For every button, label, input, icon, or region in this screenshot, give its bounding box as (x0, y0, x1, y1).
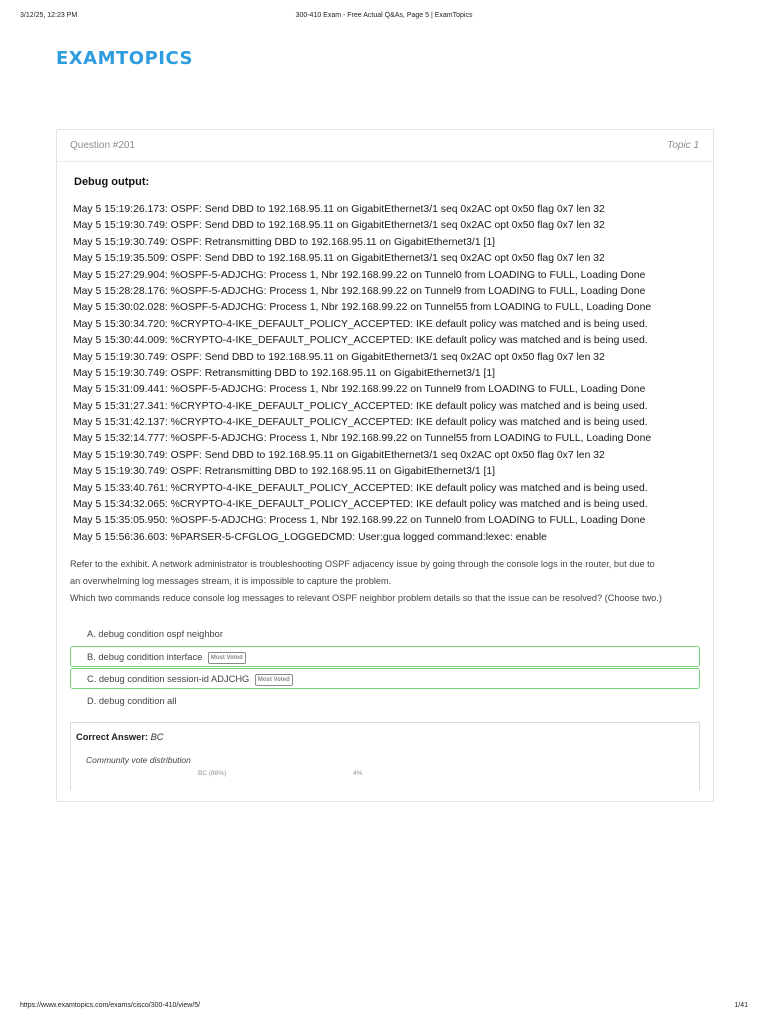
exhibit (73, 176, 673, 546)
print-datetime: 3/12/25, 12:23 PM (20, 12, 78, 19)
log-line: May 5 15:30:44.009: %CRYPTO-4-IKE_DEFAULT_POLICY_ACCEPTED: IKE default policy was matched and is being used. (73, 335, 648, 347)
choice-b[interactable] (70, 646, 700, 667)
choice-label: D. debug condition all (87, 696, 177, 706)
log-line: May 5 15:35:05.950: %OSPF-5-ADJCHG: Process 1, Nbr 192.168.99.22 on Tunnel0 from LOADING to FULL, Loading Done (73, 515, 646, 527)
choice-label: B. debug condition interface (87, 652, 203, 662)
log-line: May 5 15:19:26.173: OSPF: Send DBD to 192.168.95.11 on GigabitEthernet3/1 seq 0x2AC opt 0x50 flag 0x7 len 32 (73, 204, 605, 215)
log-line: May 5 15:32:14.777: %OSPF-5-ADJCHG: Process 1, Nbr 192.168.99.22 on Tunnel55 from LOADING to FULL, Loading Done (73, 433, 652, 445)
examtopics-logo[interactable] (56, 46, 193, 70)
log-line: May 5 15:19:35.509: OSPF: Send DBD to 192.168.95.11 on GigabitEthernet3/1 seq 0x2AC opt 0x50 flag 0x7 len 32 (73, 253, 605, 265)
log-line: May 5 15:34:32.065: %CRYPTO-4-IKE_DEFAULT_POLICY_ACCEPTED: IKE default policy was matched and is being used. (73, 499, 648, 511)
question-line: an overwhelming log messages stream, it is impossible to capture the problem. (70, 576, 392, 586)
exhibit-title: Debug output: (74, 176, 150, 188)
log-line: May 5 15:30:34.720: %CRYPTO-4-IKE_DEFAULT_POLICY_ACCEPTED: IKE default policy was matched and is being used. (73, 318, 648, 330)
question-line: Which two commands reduce console log messages to relevant OSPF neighbor problem details so that the issue can be resolved? (Choose two.) (70, 593, 662, 603)
log-line: May 5 15:31:27.341: %CRYPTO-4-IKE_DEFAULT_POLICY_ACCEPTED: IKE default policy was matched and is being used. (73, 400, 648, 412)
question-line: Refer to the exhibit. A network administrator is troubleshooting OSPF adjacency issue by going through the console logs in the router, but due to (70, 559, 655, 569)
choice-label: C. debug condition session-id ADJCHG (87, 674, 250, 684)
vote-distribution-label: Community vote distribution (86, 755, 191, 765)
question-text (70, 556, 706, 607)
vote-distribution-bc: BC (88%) (198, 770, 227, 777)
log-line: May 5 15:19:30.749: OSPF: Send DBD to 192.168.95.11 on GigabitEthernet3/1 seq 0x2AC opt 0x50 flag 0x7 len 32 (73, 449, 605, 461)
log-line: May 5 15:27:29.904: %OSPF-5-ADJCHG: Process 1, Nbr 192.168.99.22 on Tunnel0 from LOADING to FULL, Loading Done (73, 269, 646, 281)
choice-label: A. debug condition ospf neighbor (87, 629, 223, 639)
log-line: May 5 15:19:30.749: OSPF: Retransmitting DBD to 192.168.95.11 on GigabitEthernet3/1 [1] (73, 236, 496, 248)
correct-answer (76, 732, 164, 742)
log-line: May 5 15:19:30.749: OSPF: Retransmitting DBD to 192.168.95.11 on GigabitEthernet3/1 [1] (73, 466, 496, 478)
log-line: May 5 15:19:30.749: OSPF: Send DBD to 192.168.95.11 on GigabitEthernet3/1 seq 0x2AC opt 0x50 flag 0x7 len 32 (73, 220, 605, 232)
log-line: May 5 15:30:02.028: %OSPF-5-ADJCHG: Process 1, Nbr 192.168.99.22 on Tunnel55 from LOADING to FULL, Loading Done (73, 302, 652, 314)
print-url: https://www.examtopics.com/exams/cisco/300-410/view/5/ (20, 1002, 201, 1009)
print-page-number: 1/41 (734, 1002, 748, 1009)
correct-answer-label: Correct Answer: (76, 732, 148, 742)
log-lines (73, 202, 673, 546)
choice-d[interactable] (70, 690, 700, 711)
choice-c[interactable] (70, 668, 700, 689)
answer-box (70, 722, 700, 790)
question-topic: Topic 1 (667, 140, 699, 151)
most-voted-badge: Most Voted (208, 652, 246, 664)
vote-distribution-other: 4% (353, 770, 363, 777)
log-line: May 5 15:28:28.176: %OSPF-5-ADJCHG: Process 1, Nbr 192.168.99.22 on Tunnel9 from LOADING to FULL, Loading Done (73, 285, 646, 297)
question-number: Question #201 (70, 140, 136, 151)
correct-answer-value: BC (150, 732, 164, 742)
log-line: May 5 15:19:30.749: OSPF: Send DBD to 192.168.95.11 on GigabitEthernet3/1 seq 0x2AC opt 0x50 flag 0x7 len 32 (73, 351, 605, 363)
print-page-title: 300-410 Exam - Free Actual Q&As, Page 5 | ExamTopics (295, 12, 473, 19)
log-line: May 5 15:31:42.137: %CRYPTO-4-IKE_DEFAULT_POLICY_ACCEPTED: IKE default policy was matched and is being used. (73, 417, 648, 429)
choice-a[interactable] (70, 623, 700, 644)
log-line: May 5 15:33:40.761: %CRYPTO-4-IKE_DEFAULT_POLICY_ACCEPTED: IKE default policy was matched and is being used. (73, 482, 648, 494)
question-card (56, 129, 714, 802)
logo-text: EXAMTOPICS (56, 47, 193, 69)
log-line: May 5 15:19:30.749: OSPF: Retransmitting DBD to 192.168.95.11 on GigabitEthernet3/1 [1] (73, 367, 496, 379)
question-card-header (57, 130, 713, 162)
log-line: May 5 15:31:09.441: %OSPF-5-ADJCHG: Process 1, Nbr 192.168.99.22 on Tunnel9 from LOADING to FULL, Loading Done (73, 384, 646, 396)
log-line: May 5 15:56:36.603: %PARSER-5-CFGLOG_LOGGEDCMD: User:gua logged command:lexec: enable (73, 531, 547, 543)
most-voted-badge: Most Voted (255, 674, 293, 686)
